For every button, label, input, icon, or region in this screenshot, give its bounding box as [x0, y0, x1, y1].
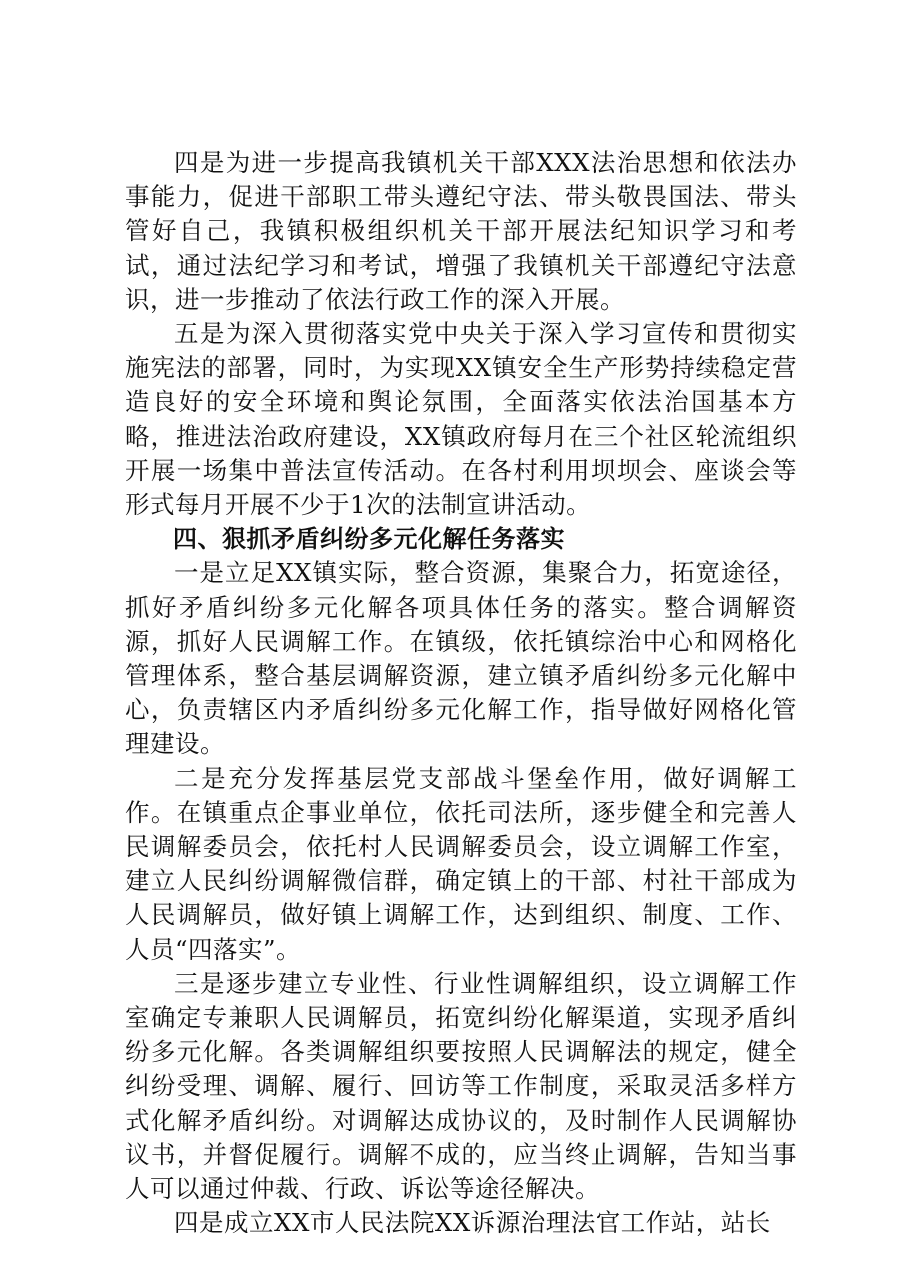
- paragraph-1-integrate-resources: 一是立足XX镇实际，整合资源，集聚合力，拓宽途径，抓好矛盾纠纷多元化解各项具体任务的落实。整合调解资源，抓好人民调解工作。在镇级，依托镇综治中心和网格化管理体系，整合基层调解资源，建立镇矛盾纠纷多元化解中心，负责辖区内矛盾纠纷多元化解工作，指导做好网格化管理建设。: [125, 558, 797, 759]
- paragraph-5-constitution-publicity: 五是为深入贯彻落实党中央关于深入学习宣传和贯彻实施宪法的部署，同时，为实现XX镇安全生产形势持续稳定营造良好的安全环境和舆论氛围，全面落实依法治国基本方略，推进法治政府建设，XX镇政府每月在三个社区轮流组织开展一场集中普法宣传活动。在各村利用坝坝会、座谈会等形式每月开展不少于1次的法制宣讲活动。: [125, 319, 797, 520]
- paragraph-2-party-branch-mediation: 二是充分发挥基层党支部战斗堡垒作用，做好调解工作。在镇重点企事业单位，依托司法所，逐步健全和完善人民调解委员会，依托村人民调解委员会，设立调解工作室，建立人民纠纷调解微信群，确定镇上的干部、村社干部成为人民调解员，做好镇上调解工作，达到组织、制度、工作、人员“四落实”。: [125, 763, 797, 964]
- paragraph-3-professional-mediation: 三是逐步建立专业性、行业性调解组织，设立调解工作室确定专兼职人民调解员，拓宽纠纷化解渠道，实现矛盾纠纷多元化解。各类调解组织要按照人民调解法的规定，健全纠纷受理、调解、履行、回访等工作制度，采取灵活多样方式化解矛盾纠纷。对调解达成协议的，及时制作人民调解协议书，并督促履行。调解不成的，应当终止调解，告知当事人可以通过仲裁、行政、诉讼等途径解决。: [125, 968, 797, 1204]
- paragraph-4-court-workstation: 四是成立XX市人民法院XX诉源治理法官工作站，站长: [174, 1208, 771, 1238]
- section-heading-dispute-resolution: 四、狠抓矛盾纠纷多元化解任务落实: [173, 525, 565, 554]
- paragraph-4-legal-study: 四是为进一步提高我镇机关干部XXX法治思想和依法办事能力，促进干部职工带头遵纪守法、带头敬畏国法、带头管好自己，我镇积极组织机关干部开展法纪知识学习和考试，通过法纪学习和考试，增强了我镇机关干部遵纪守法意识，进一步推动了依法行政工作的深入开展。: [125, 148, 797, 314]
- document-body: [125, 146, 797, 1241]
